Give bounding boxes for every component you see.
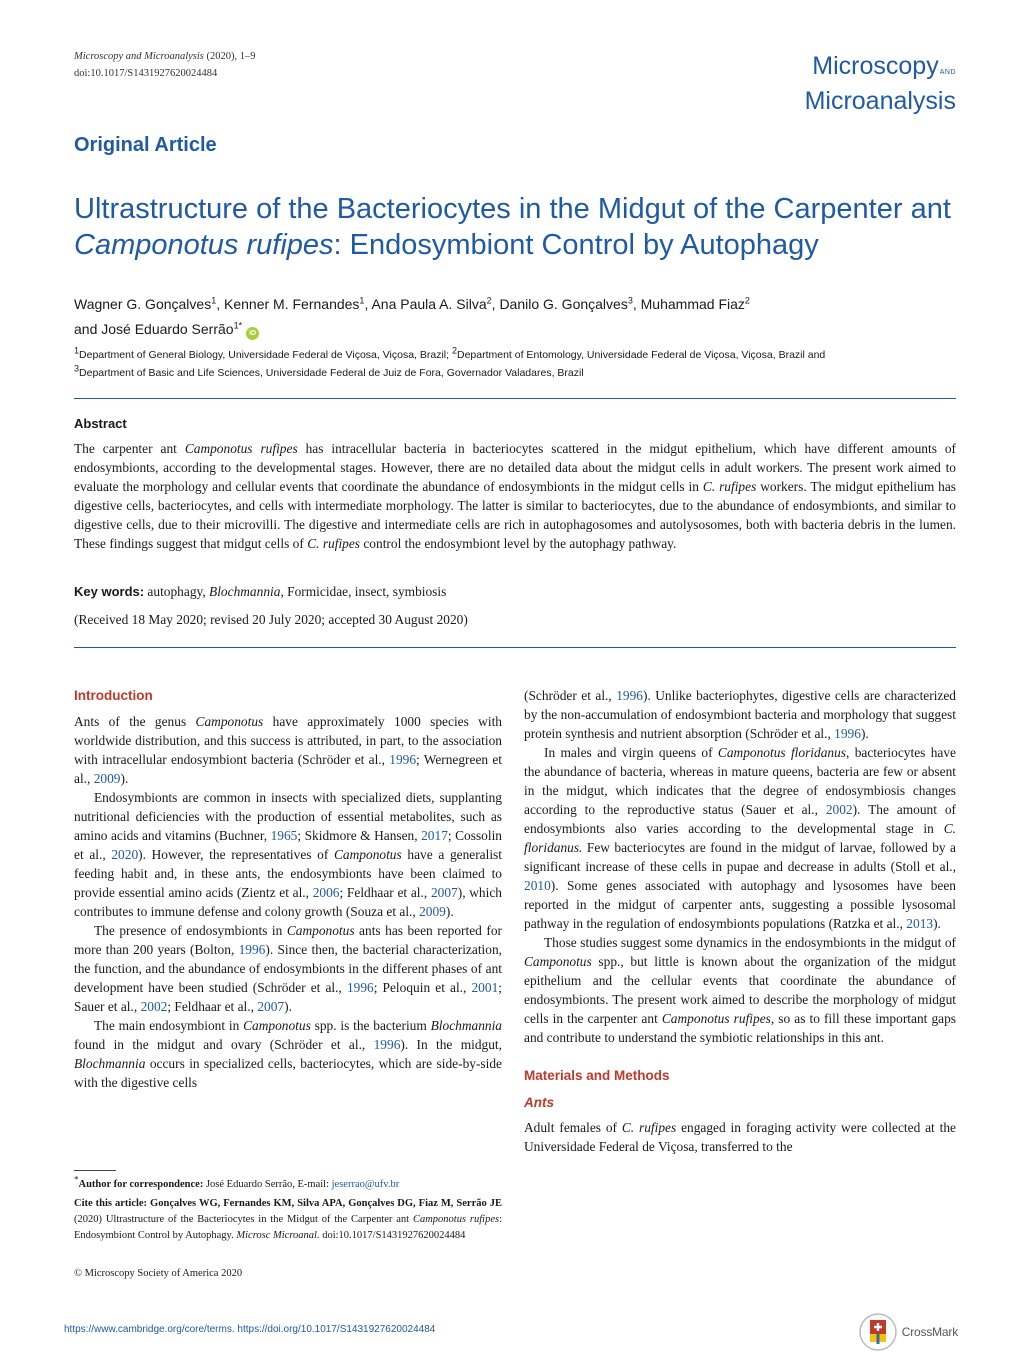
keywords-label: Key words: bbox=[74, 584, 145, 599]
text: ; Feldhaar et al., bbox=[167, 999, 258, 1014]
affiliation-mark: 3 bbox=[74, 363, 80, 374]
text: , so as to fill these important gaps and contribute to understand the symbiotic relationships in this ant. bbox=[524, 1011, 956, 1045]
author[interactable] bbox=[224, 296, 364, 312]
journal-name: Microscopy and Microanalysis bbox=[74, 51, 204, 62]
author-affiliation-mark: 2 bbox=[744, 295, 750, 306]
author-name: Wagner G. Gonçalves bbox=[74, 296, 212, 312]
subsection-heading-ants: Ants bbox=[524, 1095, 554, 1110]
text: occurs in specialized cells, bacteriocytes, which are side-by-side with the digestive cells bbox=[74, 1056, 502, 1090]
italic-text: Camponotus bbox=[243, 1018, 311, 1033]
citation-link[interactable]: 2009 bbox=[93, 771, 121, 786]
italic-text: Camponotus bbox=[195, 714, 264, 729]
abstract-species: C. rufipes bbox=[702, 479, 757, 494]
title-part2: : Endosymbiont Control by Autophagy bbox=[333, 229, 819, 261]
author-name: Ana Paula A. Silva bbox=[371, 296, 487, 312]
italic-text: Camponotus floridanus bbox=[717, 745, 847, 760]
italic-text: Camponotus bbox=[286, 923, 355, 938]
text: ). bbox=[933, 916, 941, 931]
author-affiliation-mark: 2 bbox=[486, 295, 492, 306]
text: The presence of endosymbionts in bbox=[94, 923, 287, 938]
text: spp., but little is known about the organization of the midgut epithelium and the cellular events that coordinate the abundance of endosymbionts. The present work aimed to describe the morphology of midgut cells in the carpenter ant bbox=[524, 954, 956, 1026]
text: José Eduardo Serrão, E-mail: bbox=[203, 1179, 332, 1190]
correspondence-note bbox=[74, 1174, 502, 1193]
citation-link[interactable]: 2007 bbox=[257, 999, 285, 1014]
author-list bbox=[74, 292, 964, 342]
logo-line2: Microanalysis bbox=[804, 87, 956, 115]
abstract-span: The carpenter ant bbox=[74, 441, 185, 456]
text: ). bbox=[445, 904, 454, 919]
italic-text: Blochmannia bbox=[430, 1018, 502, 1033]
text: doi:10.1017/S1431927620024484 bbox=[319, 1230, 466, 1241]
crossmark-button[interactable] bbox=[858, 1312, 958, 1352]
citation-link[interactable]: 2020 bbox=[111, 847, 139, 862]
footnote-divider bbox=[74, 1170, 116, 1171]
section-heading-methods: Materials and Methods bbox=[524, 1068, 670, 1083]
keyword-text: autophagy, bbox=[144, 584, 210, 599]
citation-link[interactable]: 1996 bbox=[389, 752, 417, 767]
author-separator: , bbox=[491, 296, 500, 312]
abstract-span: control the endosymbiont level by the autophagy pathway. bbox=[360, 536, 677, 551]
received-dates: (Received 18 May 2020; revised 20 July 2020; accepted 30 August 2020) bbox=[74, 612, 468, 627]
paragraph bbox=[524, 686, 956, 743]
text: Those studies suggest some dynamics in the endosymbionts in the midgut of bbox=[544, 935, 956, 950]
journal-info: (2020), 1–9 bbox=[203, 51, 256, 62]
author-affiliation-mark: 1 bbox=[359, 295, 365, 306]
author[interactable] bbox=[74, 296, 216, 312]
author-separator: , bbox=[364, 296, 372, 312]
body-column-right bbox=[524, 686, 956, 1156]
text: ; Peloquin et al., bbox=[373, 980, 472, 995]
italic-text: Camponotus rufipes bbox=[412, 1214, 500, 1225]
affiliations bbox=[74, 346, 964, 382]
affiliation-mark: 2 bbox=[451, 345, 457, 356]
copyright: © Microscopy Society of America 2020 bbox=[74, 1268, 243, 1279]
text: Adult females of bbox=[524, 1120, 622, 1135]
citation-link[interactable]: 1996 bbox=[373, 1037, 401, 1052]
keyword-text: Blochmannia bbox=[209, 584, 281, 599]
citation-link[interactable]: 2009 bbox=[419, 904, 446, 919]
text: spp. is the bacterium bbox=[310, 1018, 431, 1033]
abstract-span: has intracellular bacteria in bacteriocytes scattered in the midgut epithelium, which have different amounts of endosymbionts, according to the developmental stages. However, there are no detailed data about the midgut cells in adult workers. The present work aimed to evaluate the morphology and cellular events that coordinate the abundance of endosymbionts in the midgut cells in bbox=[74, 441, 956, 494]
text: ; Sauer et al., bbox=[74, 980, 502, 1014]
citation-link[interactable]: 1996 bbox=[238, 942, 266, 957]
abstract-span: workers. The midgut epithelium has digestive cells, bacteriocytes, and cells with intermediate morphology. The latter is similar to bacteriocytes, due to the abundance of endosymbionts, and similar to digestive cells, due to their microvilli. The digestive and intermediate cells are rich in autophagosomes and autolysosomes, both with bacteria debris in the lumen. These findings suggest that midgut cells of bbox=[74, 479, 957, 551]
text: ). bbox=[284, 999, 292, 1014]
logo-line1: Microscopy bbox=[812, 52, 939, 80]
author[interactable] bbox=[641, 296, 750, 312]
paragraph bbox=[74, 1016, 502, 1092]
crossmark-icon bbox=[858, 1312, 898, 1352]
doi-link[interactable]: https://doi.org/10.1017/S1431927620024484 bbox=[237, 1324, 436, 1335]
text: have approximately 1000 species with worldwide distribution, and this success is attributed, in part, to the association with intracellular endosymbiont bacteria (Schröder et al., bbox=[74, 714, 502, 767]
header-doi: doi:10.1017/S1431927620024484 bbox=[74, 68, 218, 79]
text: have a generalist feeding habit and, in these ants, the endosymbionts have been claimed to provide essential amino acids (Zientz et al., bbox=[74, 847, 502, 900]
author-separator: , bbox=[632, 296, 641, 312]
citation-link[interactable]: 2006 bbox=[312, 885, 340, 900]
italic-text: C. rufipes bbox=[621, 1120, 677, 1135]
text: (Schröder et al., bbox=[524, 688, 617, 703]
text: The main endosymbiont in bbox=[94, 1018, 244, 1033]
keywords bbox=[74, 582, 956, 601]
citation-link[interactable]: 2007 bbox=[430, 885, 458, 900]
citation-link[interactable]: 2010 bbox=[524, 878, 551, 893]
paragraph bbox=[524, 1118, 956, 1156]
text: ). Some genes associated with autophagy and lysosomes have been reported in the midgut of carpenter ants, suggesting a possible lysosomal pathway in the regulation of endosymbionts populations (Ratzka et al., bbox=[524, 878, 956, 931]
abstract-text bbox=[74, 439, 956, 553]
text: Ants of the genus bbox=[74, 714, 196, 729]
italic-text: Microsc Microanal. bbox=[236, 1230, 320, 1241]
citation-link[interactable]: 2017 bbox=[421, 828, 448, 843]
article-type: Original Article bbox=[74, 134, 217, 156]
paragraph bbox=[74, 712, 502, 788]
divider bbox=[74, 647, 956, 648]
text: found in the midgut and ovary (Schröder et al., bbox=[74, 1037, 374, 1052]
text: Endosymbionts are common in insects with specialized diets, supplanting nutritional deficiencies with the production of essential metabolites, such as amino acids and vitamins (Buchner, bbox=[74, 790, 502, 843]
citation-link[interactable]: 2013 bbox=[906, 916, 934, 931]
citation-note bbox=[74, 1196, 502, 1244]
text: ). Since then, the bacterial characterization, the function, and the abundance of endosymbionts in the different phases of ant development have been studied (Schröder et al., bbox=[74, 942, 502, 995]
cite-authors: Gonçalves WG, Fernandes KM, Silva APA, Gonçalves DG, Fiaz M, Serrão JE bbox=[147, 1198, 502, 1209]
journal-meta bbox=[74, 48, 256, 82]
text: ). The amount of endosymbionts also varies according to the developmental stage in bbox=[524, 802, 956, 836]
italic-text: C. floridanus. bbox=[524, 821, 956, 855]
text: ), which contributes to immune defense and colony growth (Souza et al., bbox=[74, 885, 502, 919]
abstract-species: C. rufipes bbox=[307, 536, 361, 551]
text: ). bbox=[860, 726, 869, 741]
text: : Endosymbiont Control by Autophagy. bbox=[74, 1214, 502, 1241]
paragraph bbox=[524, 933, 956, 1047]
text: (2020) Ultrastructure of the Bacteriocytes in the Midgut of the Carpenter ant bbox=[74, 1214, 413, 1225]
affiliation-1: Department of General Biology, Universidade Federal de Viçosa, Viçosa, Brazil; bbox=[79, 349, 452, 361]
text: ; Feldhaar et al., bbox=[339, 885, 431, 900]
citation-link[interactable]: 1996 bbox=[346, 980, 374, 995]
citation-link[interactable]: 1996 bbox=[834, 726, 861, 741]
text: Few bacteriocytes are found in the midgut of larvae, followed by a significant increase of these cells in pupae and decrease in adults (Stoll et al., bbox=[524, 840, 956, 874]
text: In males and virgin queens of bbox=[544, 745, 718, 760]
italic-text: Camponotus bbox=[524, 954, 592, 969]
italic-text: Blochmannia bbox=[74, 1056, 146, 1071]
footnote-mark: * bbox=[74, 1174, 79, 1185]
citation-link[interactable]: 2002 bbox=[140, 999, 168, 1014]
author-name: Muhammad Fiaz bbox=[640, 296, 745, 312]
footer-links bbox=[64, 1324, 435, 1335]
author[interactable] bbox=[74, 321, 242, 337]
text: engaged in foraging activity were collected at the Universidade Federal de Viçosa, transferred to the bbox=[524, 1120, 956, 1154]
affiliation-3: Department of Basic and Life Sciences, Universidade Federal de Juiz de Fora, Governador Valadares, Brazil bbox=[79, 367, 584, 379]
citation-link[interactable]: 2002 bbox=[825, 802, 853, 817]
correspondence-label: Author for correspondence: bbox=[78, 1179, 204, 1190]
cite-label: Cite this article: bbox=[74, 1198, 148, 1209]
paragraph bbox=[74, 788, 502, 921]
author-affiliation-mark: 1* bbox=[233, 320, 243, 331]
author-affiliation-mark: 1 bbox=[211, 295, 217, 306]
body-column-left bbox=[74, 686, 502, 1092]
italic-text: Camponotus rufipes bbox=[661, 1011, 771, 1026]
author[interactable] bbox=[371, 296, 491, 312]
paragraph bbox=[74, 921, 502, 1016]
text: , bacteriocytes have the abundance of bacteria, whereas in mature queens, bacteria are few or absent in the midgut, which indicates that the degree of endosymbiosis changes according to the reproductive status (Sauer et al., bbox=[524, 745, 956, 817]
abstract-heading: Abstract bbox=[74, 416, 127, 431]
text: ). However, the representatives of bbox=[138, 847, 334, 862]
text: ). bbox=[120, 771, 129, 786]
citation-link[interactable]: 1996 bbox=[616, 688, 643, 703]
author-name: and José Eduardo Serrão bbox=[74, 321, 234, 337]
section-heading-introduction: Introduction bbox=[74, 688, 153, 703]
citation-link[interactable]: 2001 bbox=[471, 980, 499, 995]
citation-link[interactable]: 1965 bbox=[270, 828, 298, 843]
author-name: Danilo G. Gonçalves bbox=[499, 296, 628, 312]
author[interactable] bbox=[499, 296, 632, 312]
keyword-text: , Formicidae, insect, symbiosis bbox=[280, 584, 447, 599]
email-link[interactable]: jeserrao@ufv.br bbox=[331, 1179, 400, 1190]
text: ). Unlike bacteriophytes, digestive cells are characterized by the non-accumulation of endosymbiont bacteria and morphology that suggest protein synthesis and nutrient absorption (Schröder et al., bbox=[524, 688, 956, 741]
text: ; Skidmore & Hansen, bbox=[297, 828, 422, 843]
author-affiliation-mark: 3 bbox=[627, 295, 633, 306]
footnotes bbox=[74, 1174, 502, 1247]
text: ants has been reported for more than 200 years (Bolton, bbox=[74, 923, 502, 957]
terms-link[interactable]: https://www.cambridge.org/core/terms bbox=[64, 1324, 232, 1335]
text: ). In the midgut, bbox=[400, 1037, 503, 1052]
affiliation-2: Department of Entomology, Universidade Federal de Viçosa, Viçosa, Brazil and bbox=[456, 349, 826, 361]
separator: . bbox=[231, 1324, 238, 1335]
affiliation-mark: 1 bbox=[74, 345, 80, 356]
orcid-icon[interactable]: iD bbox=[246, 327, 259, 340]
title-species: Camponotus rufipes bbox=[74, 229, 334, 261]
italic-text: Camponotus bbox=[334, 847, 402, 862]
divider bbox=[74, 398, 956, 399]
journal-logo[interactable] bbox=[805, 52, 956, 115]
title-part1: Ultrastructure of the Bacteriocytes in the Midgut of the Carpenter ant bbox=[74, 193, 951, 225]
abstract-species: Camponotus rufipes bbox=[184, 441, 298, 456]
crossmark-label: CrossMark bbox=[901, 1325, 958, 1339]
logo-and: AND bbox=[939, 69, 956, 76]
author-name: Kenner M. Fernandes bbox=[224, 296, 360, 312]
article-title bbox=[74, 191, 964, 263]
paragraph bbox=[524, 743, 956, 933]
text: ; Cossolin et al., bbox=[74, 828, 502, 862]
author-separator: , bbox=[216, 296, 225, 312]
text: ; Wernegreen et al., bbox=[74, 752, 502, 786]
